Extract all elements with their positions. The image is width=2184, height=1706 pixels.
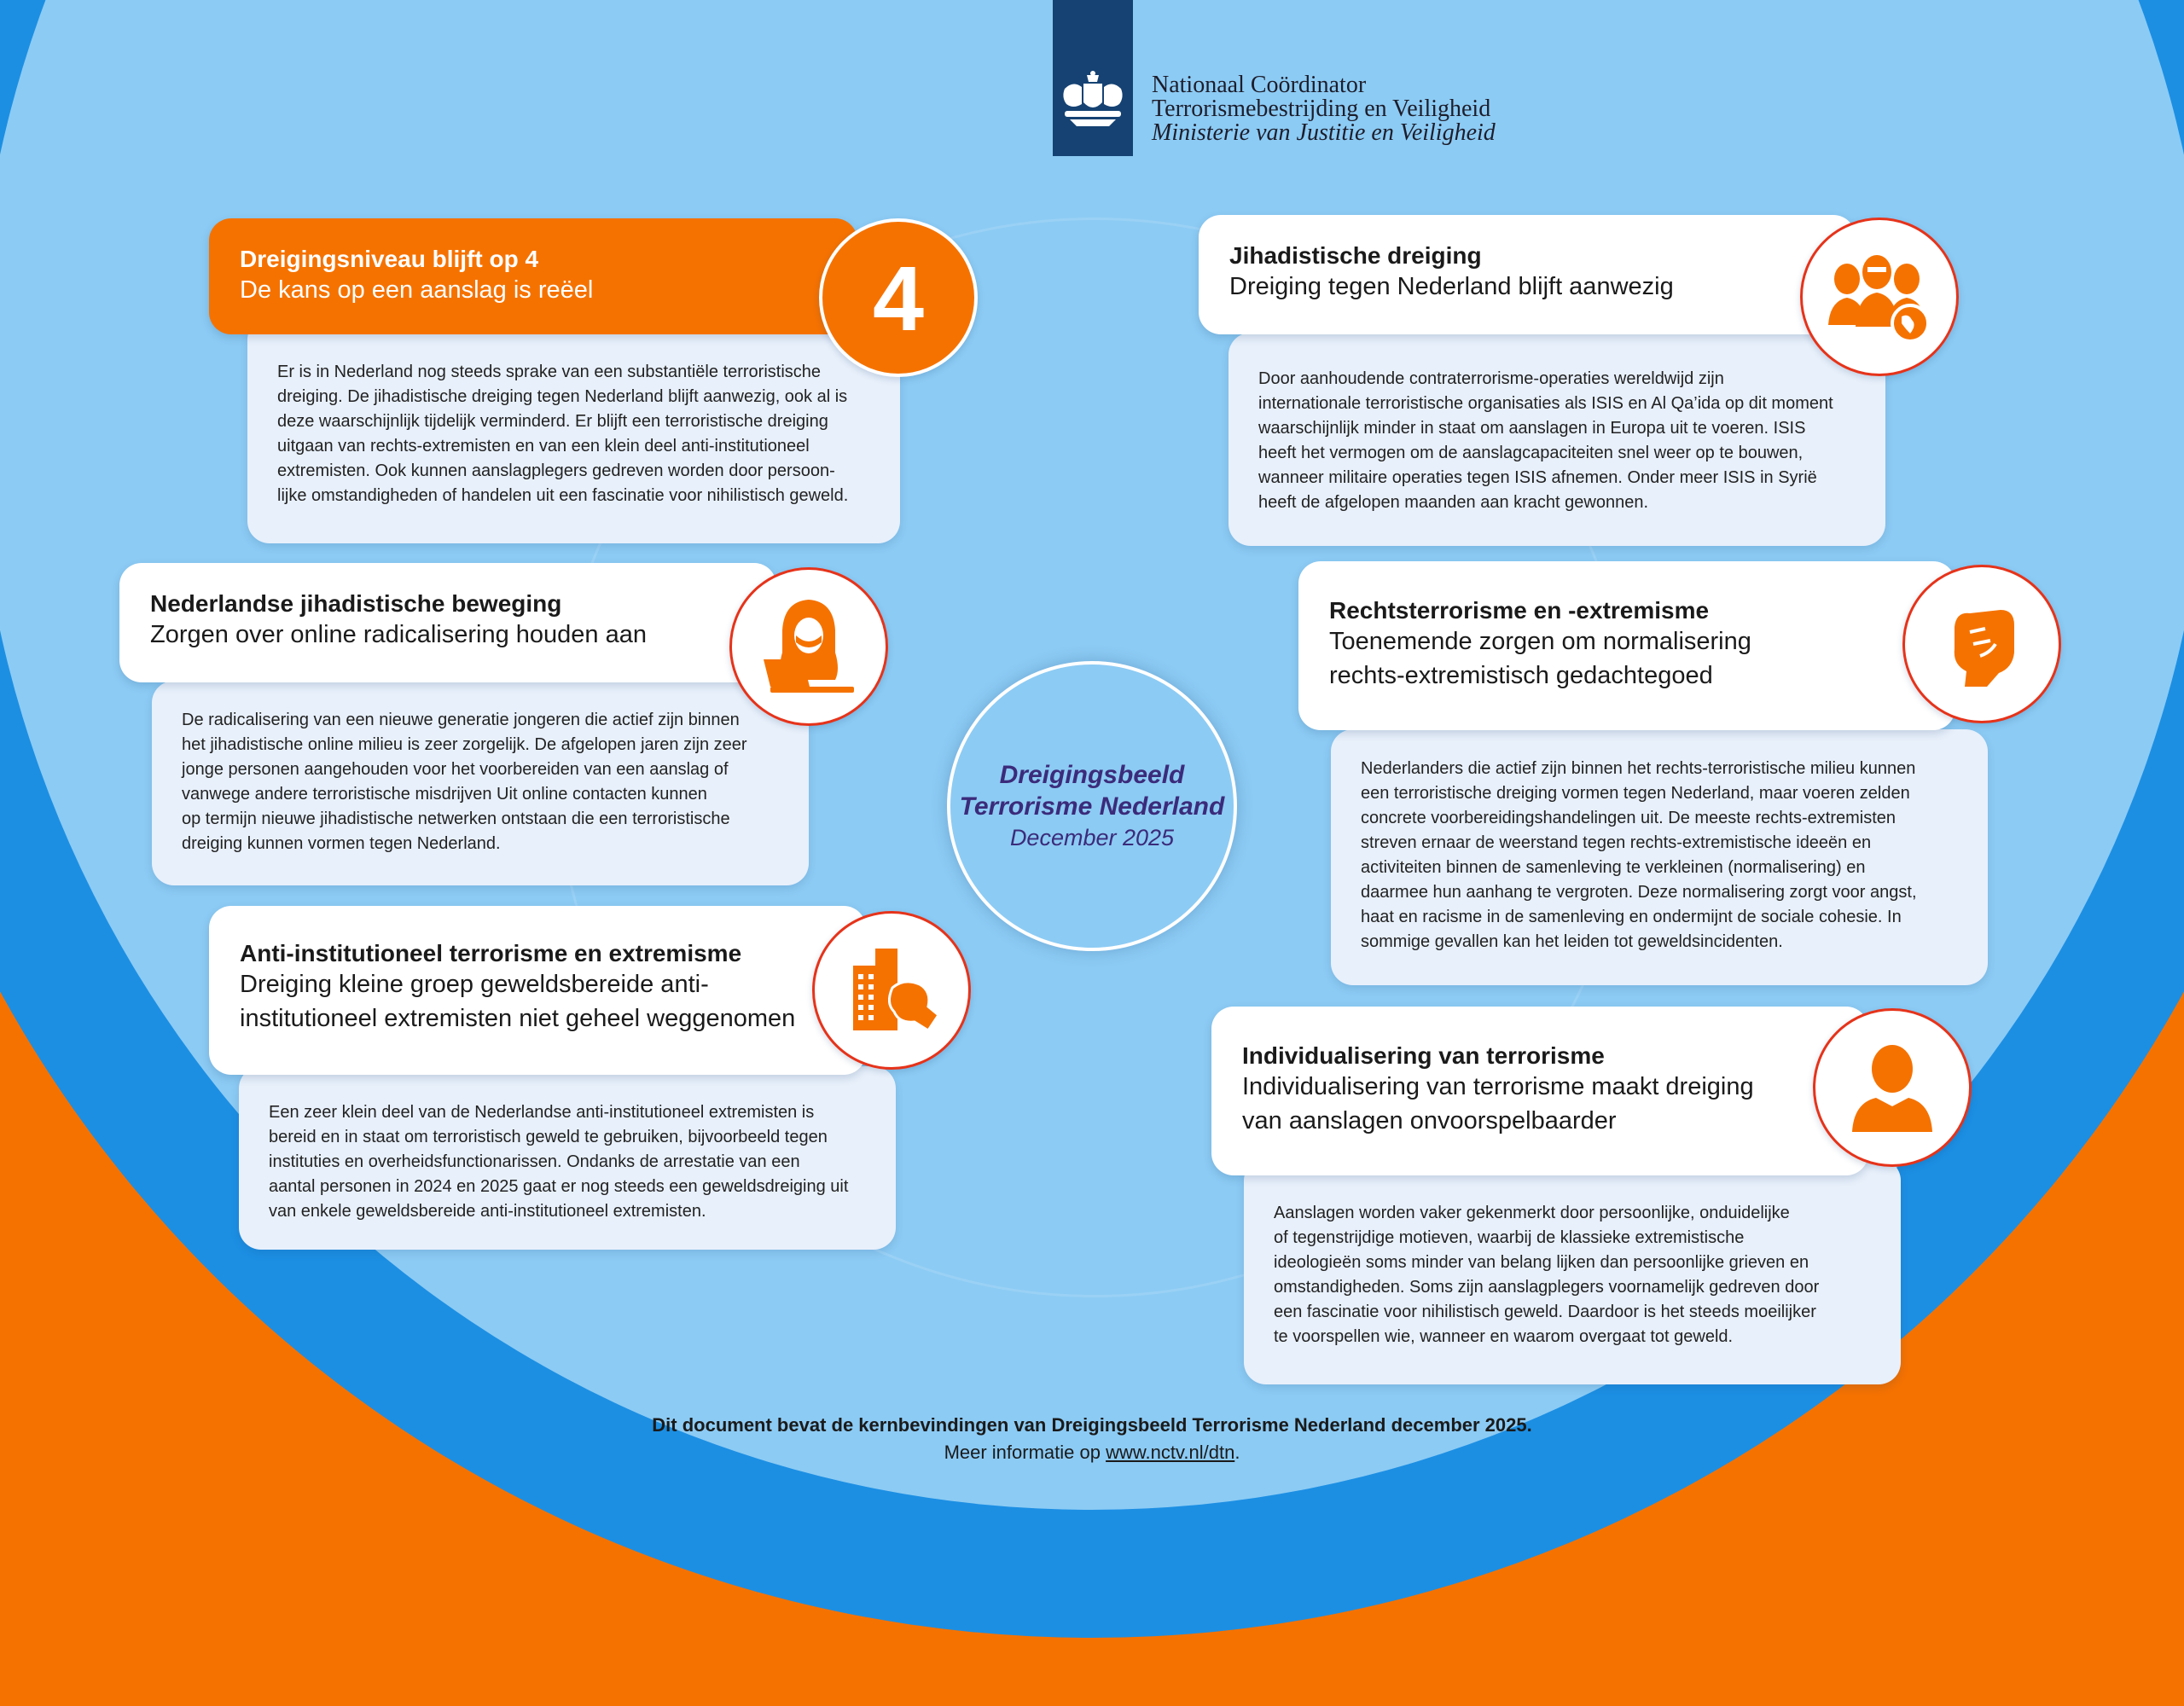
anti-institutional-body	[239, 1066, 896, 1250]
group-globe-icon	[1820, 241, 1939, 352]
organisation-name	[1152, 73, 1496, 145]
jihadist-title: Jihadistische dreiging	[1229, 242, 1482, 269]
threat-level-text: Er is in Nederland nog steeds sprake van een substantiële terroristische dreiging. De jihadistische dreiging tegen Nederland blijft aanwezig, ook al is deze waarschijnlijk tijdelijk verminderd. Er blijft een terroristische dreiging uitgaan van rechts-extremisten en van een klein deel anti-institutioneel extremisten. Ook kunnen aanslagplegers gedreven worden door persoon- lijke omstandigheden of handelen uit een fascinatie voor nihilistisch geweld.	[277, 363, 849, 505]
jihadist-text: Door aanhoudende contraterrorisme-operaties wereldwijd zijn internationale terroristische organisaties als ISIS en Al Qa’ida op dit moment waarschijnlijk minder in staat om aanslagen in Europa uit te voeren. ISIS heeft het vermogen om de aanslagcapaciteiten snel weer op te bouwen, wanneer militaire operaties tegen ISIS afnemen. Onder meer ISIS in Syrië heeft de afgelopen maanden aan kracht gewonnen.	[1258, 369, 1833, 512]
footer-prefix: Meer informatie op	[944, 1442, 1107, 1463]
threat-level-subtitle: De kans op een aanslag is reëel	[240, 276, 594, 304]
center-title-line-1: Dreigingsbeeld	[999, 760, 1185, 789]
anti-institutional-title: Anti-institutioneel terrorisme en extremisme	[240, 940, 742, 966]
org-line-2: Terrorismebestrijding en Veiligheid	[1152, 96, 1491, 122]
header	[1053, 0, 1821, 158]
center-date: December 2025	[1009, 824, 1175, 850]
nctv-link[interactable]: www.nctv.nl/dtn	[1106, 1442, 1235, 1463]
footer	[0, 1412, 2184, 1466]
right-wing-title: Rechtsterrorisme en -extremisme	[1329, 597, 1710, 624]
anti-institutional-header	[209, 906, 866, 1075]
coat-of-arms-icon	[1058, 70, 1128, 138]
coat-of-arms-logo	[1053, 0, 1133, 156]
jihadist-nl-title: Nederlandse jihadistische beweging	[150, 590, 562, 617]
jihadist-nl-header	[119, 563, 776, 682]
footer-suffix: .	[1234, 1442, 1240, 1463]
raised-fist-icon	[1931, 593, 2033, 695]
individualisation-title: Individualisering van terrorisme	[1242, 1042, 1605, 1069]
individualisation-subtitle-1: Individualisering van terrorisme maakt dreiging	[1242, 1073, 1754, 1100]
threat-level-title: Dreigingsniveau blijft op 4	[240, 246, 539, 272]
threat-level-badge	[819, 218, 978, 377]
right-wing-subtitle-1: Toenemende zorgen om normalisering	[1329, 628, 1751, 655]
anti-institutional-subtitle-1: Dreiging kleine groep geweldsbereide anti-	[240, 971, 709, 998]
right-wing-body	[1331, 729, 1988, 985]
anti-institutional-icon-circle	[812, 911, 971, 1070]
org-line-1: Nationaal Coördinator	[1152, 72, 1367, 98]
jihadist-subtitle: Dreiging tegen Nederland blijft aanwezig	[1229, 273, 1674, 300]
jihadist-nl-text: De radicalisering van een nieuwe generatie jongeren die actief zijn binnen het jihadistische online milieu is zeer zorgelijk. De afgelopen jaren zijn zeer jonge personen aangehouden voor het voorbereiden van een aanslag of vanwege andere terroristische misdrijven Uit online contacten kunnen op termijn nieuwe jihadistische netwerken ontstaan die een terroristische dreiging kunnen vormen tegen Nederland.	[182, 711, 747, 853]
jihadist-body	[1228, 333, 1885, 546]
footer-summary: Dit document bevat de kernbevindingen van Dreigingsbeeld Terrorisme Nederland december 2025.	[652, 1414, 1532, 1436]
jihadist-nl-subtitle: Zorgen over online radicalisering houden aan	[150, 621, 647, 648]
individualisation-icon-circle	[1813, 1008, 1972, 1167]
right-wing-header	[1298, 561, 1955, 730]
individualisation-body	[1244, 1158, 1901, 1384]
anti-institutional-text: Een zeer klein deel van de Nederlandse anti-institutioneel extremisten is bereid en in staat om terroristisch geweld te gebruiken, bijvoorbeeld tegen instituties en overheidsfunctionarissen. Ondanks de arrestatie van een aantal personen in 2024 en 2025 gaat er nog steeds een geweldsdreiging uit van enkele geweldsbereide anti-institutioneel extremisten.	[269, 1103, 849, 1221]
ministry-name: Ministerie van Justitie en Veiligheid	[1152, 119, 1496, 146]
jihadist-nl-body	[152, 681, 809, 885]
center-title-circle	[947, 661, 1237, 951]
hooded-hacker-laptop-icon	[753, 591, 864, 702]
individualisation-header	[1211, 1007, 1868, 1175]
individualisation-subtitle-2: van aanslagen onvoorspelbaarder	[1242, 1107, 1617, 1134]
center-title-line-2: Terrorisme Nederland	[959, 792, 1225, 821]
right-wing-text: Nederlanders die actief zijn binnen het rechts-terroristische milieu kunnen een terroristische dreiging vormen tegen Nederland, maar voeren zelden concrete voorbereidingshandelingen uit. De meeste rechts-extremisten streven ernaar de weerstand tegen rechts-extremistische ideeën en activiteiten binnen de samenleving te verkleinen (normalisering) en daarmee hun aanhang te vergroten. Deze normalisering zorgt voor angst, haat en racisme in de samenleving en ondermijnt de sociale cohesie. In sommige gevallen kan het leiden tot geweldsincidenten.	[1361, 759, 1917, 951]
jihadist-header	[1199, 215, 1856, 334]
anti-institutional-subtitle-2: institutioneel extremisten niet geheel weggenomen	[240, 1005, 796, 1032]
threat-level-header	[209, 218, 857, 334]
individualisation-text: Aanslagen worden vaker gekenmerkt door persoonlijke, onduidelijke of tegenstrijdige motieven, waarbij de klassieke extremistische ideologieën soms minder van belang lijken dan persoonlijke grieven en omstandigheden. Soms zijn aanslagplegers voornamelijk gedreven door een fascinatie voor nihilistisch geweld. Daardoor is het steeds moeilijker te voorspellen wie, wanneer en waarom overgaat tot geweld.	[1274, 1204, 1820, 1346]
footer-more-info	[0, 1439, 2184, 1466]
right-wing-icon-circle	[1902, 565, 2061, 723]
person-icon	[1845, 1036, 1939, 1139]
threat-level-body	[247, 317, 900, 543]
right-wing-subtitle-2: rechts-extremistisch gedachtegoed	[1329, 662, 1713, 689]
jihadist-icon-circle	[1800, 218, 1959, 376]
threat-level-number: 4	[872, 246, 925, 350]
jihadist-nl-icon-circle	[729, 567, 888, 726]
building-fist-icon	[836, 935, 947, 1046]
